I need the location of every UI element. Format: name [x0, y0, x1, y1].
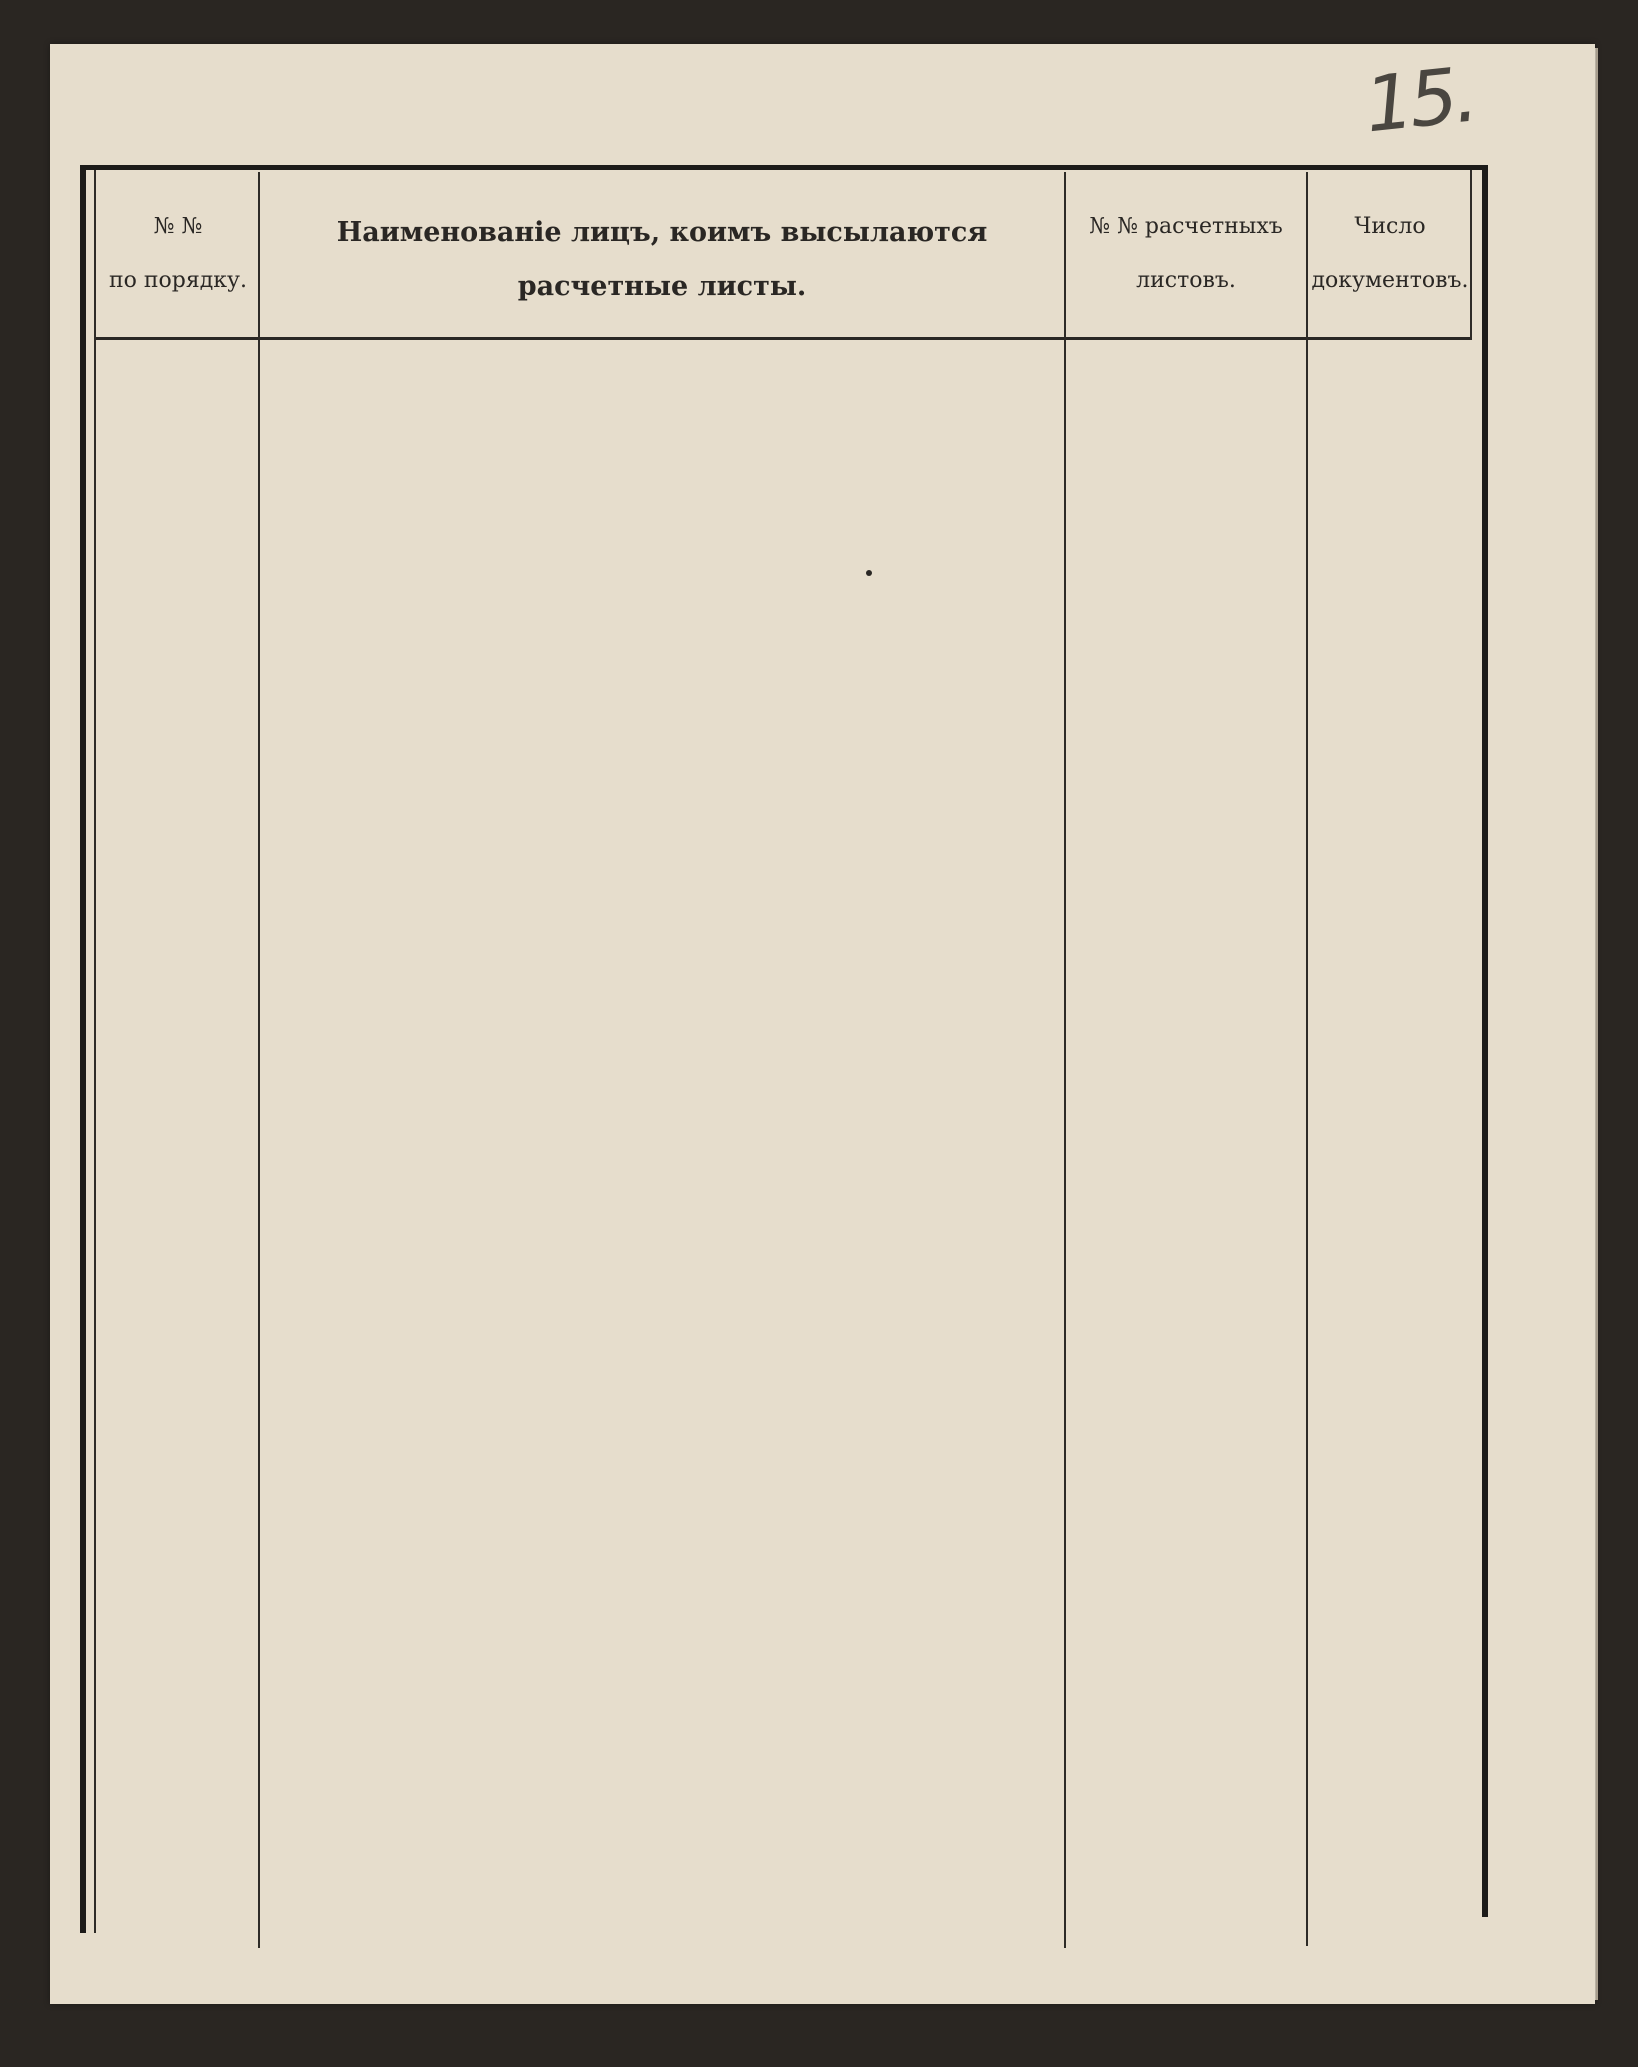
table-inner-left-rule: [94, 170, 96, 1933]
table-frame-left: [80, 165, 86, 1933]
column-header-document-count-line-1: Число: [1354, 214, 1426, 239]
column-header-number: [98, 200, 258, 308]
column-header-number-line-2: по порядку.: [108, 268, 247, 293]
column-header-number-line-1: № №: [153, 214, 203, 239]
column-header-document-count: [1308, 200, 1472, 308]
table-frame-right: [1482, 165, 1488, 1917]
column-header-recipients: [262, 206, 1062, 314]
column-divider-2: [1064, 172, 1066, 1948]
column-header-recipients-line-2: расчетные листы.: [517, 271, 807, 302]
column-header-recipients-line-1: Наименованіе лицъ, коимъ высылаются: [336, 217, 988, 248]
ink-speck: [866, 570, 872, 576]
column-header-sheet-numbers-line-1: № № расчетныхъ: [1089, 214, 1283, 239]
column-divider-1: [258, 172, 260, 1948]
column-header-sheet-numbers: [1066, 200, 1306, 308]
column-header-sheet-numbers-line-2: листовъ.: [1136, 268, 1236, 293]
column-header-document-count-line-2: документовъ.: [1311, 268, 1469, 293]
column-divider-3: [1306, 172, 1308, 1946]
handwritten-page-number: 15.: [1360, 49, 1479, 150]
header-bottom-rule: [96, 337, 1470, 340]
table-frame-top: [86, 165, 1482, 170]
